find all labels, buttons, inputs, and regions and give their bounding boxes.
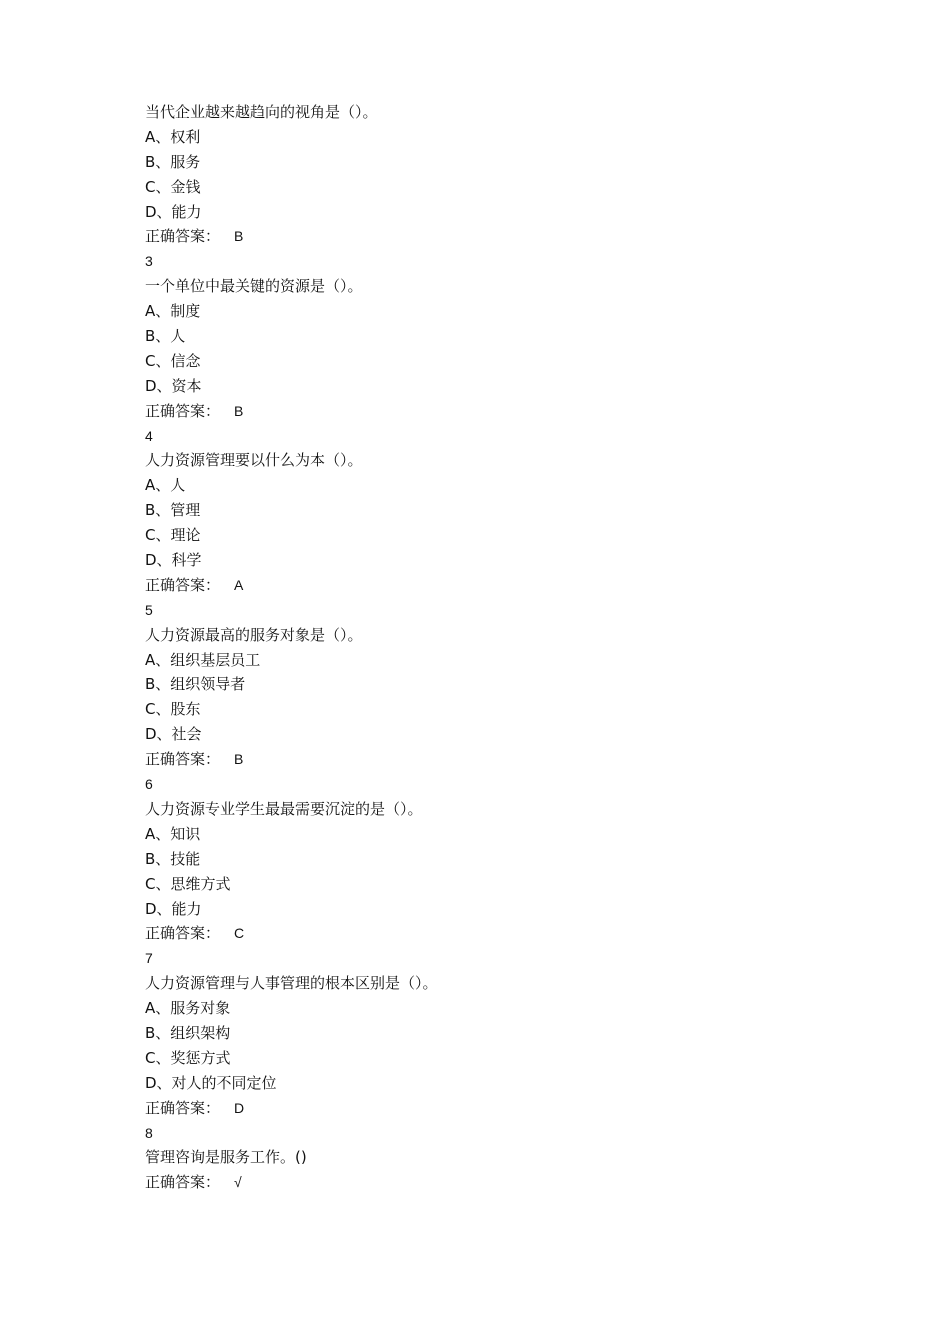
answer-label: 正确答案： [145, 575, 221, 594]
option-item: C、金钱 [145, 177, 201, 196]
option-item: D、能力 [145, 202, 202, 221]
option-item: A、人 [145, 476, 186, 495]
option-item: B、服务 [145, 152, 201, 171]
question-text: 一个单位中最关键的资源是（）。 [145, 277, 363, 296]
question-block [145, 100, 845, 249]
option-item: B、技能 [145, 849, 201, 868]
option-item: C、股东 [145, 700, 201, 719]
answer-line [145, 573, 845, 598]
option-item: A、服务对象 [145, 999, 231, 1018]
question-number: 5 [145, 601, 153, 618]
answer-value: B [234, 228, 244, 245]
question-text: 人力资源管理要以什么为本（）。 [145, 451, 363, 470]
option-item: C、思维方式 [145, 874, 231, 893]
question-block [145, 249, 845, 423]
answer-label: 正确答案： [145, 750, 221, 769]
answer-value: B [234, 402, 244, 419]
answer-line [145, 224, 845, 249]
question-number: 7 [145, 950, 153, 967]
question-number: 3 [145, 253, 153, 270]
document-body [145, 100, 845, 1195]
question-number: 4 [145, 427, 153, 444]
answer-line [145, 921, 845, 946]
question-number: 6 [145, 776, 153, 793]
answer-label: 正确答案： [145, 924, 221, 943]
question-text: 当代企业越来越趋向的视角是（）。 [145, 103, 378, 121]
question-block [145, 424, 845, 598]
answer-value: B [234, 751, 244, 768]
question-text: 管理咨询是服务工作。() [145, 1148, 307, 1167]
question-block [145, 598, 845, 772]
question-block [145, 1121, 845, 1196]
question-text: 人力资源管理与人事管理的根本区别是（）。 [145, 974, 438, 993]
option-item: D、科学 [145, 551, 202, 570]
question-text: 人力资源专业学生最最需要沉淀的是（）。 [145, 799, 423, 818]
option-item: D、资本 [145, 376, 202, 395]
option-item: B、组织架构 [145, 1023, 231, 1042]
option-item: B、管理 [145, 501, 201, 520]
answer-label: 正确答案： [145, 401, 221, 420]
question-block [145, 772, 845, 946]
question-number: 8 [145, 1124, 153, 1141]
answer-line [145, 399, 845, 424]
option-item: D、能力 [145, 899, 202, 918]
answer-label: 正确答案： [145, 1173, 221, 1192]
answer-value: A [234, 576, 244, 593]
option-item: B、组织领导者 [145, 675, 246, 694]
option-item: C、奖惩方式 [145, 1048, 231, 1067]
option-item: C、信念 [145, 351, 201, 370]
option-item: D、社会 [145, 725, 202, 744]
question-block [145, 946, 845, 1120]
option-item: A、权利 [145, 127, 201, 146]
answer-value: √ [234, 1174, 242, 1191]
option-item: A、知识 [145, 824, 201, 843]
answer-line [145, 747, 845, 772]
answer-label: 正确答案： [145, 227, 221, 246]
answer-value: C [234, 925, 245, 942]
answer-label: 正确答案： [145, 1098, 221, 1117]
option-item: A、制度 [145, 302, 201, 321]
question-text: 人力资源最高的服务对象是（）。 [145, 625, 363, 644]
answer-value: D [234, 1099, 245, 1116]
option-item: A、组织基层员工 [145, 650, 261, 669]
option-item: B、人 [145, 327, 186, 346]
answer-line [145, 1170, 845, 1195]
option-item: D、对人的不同定位 [145, 1073, 277, 1092]
answer-line [145, 1096, 845, 1121]
option-item: C、理论 [145, 526, 201, 545]
